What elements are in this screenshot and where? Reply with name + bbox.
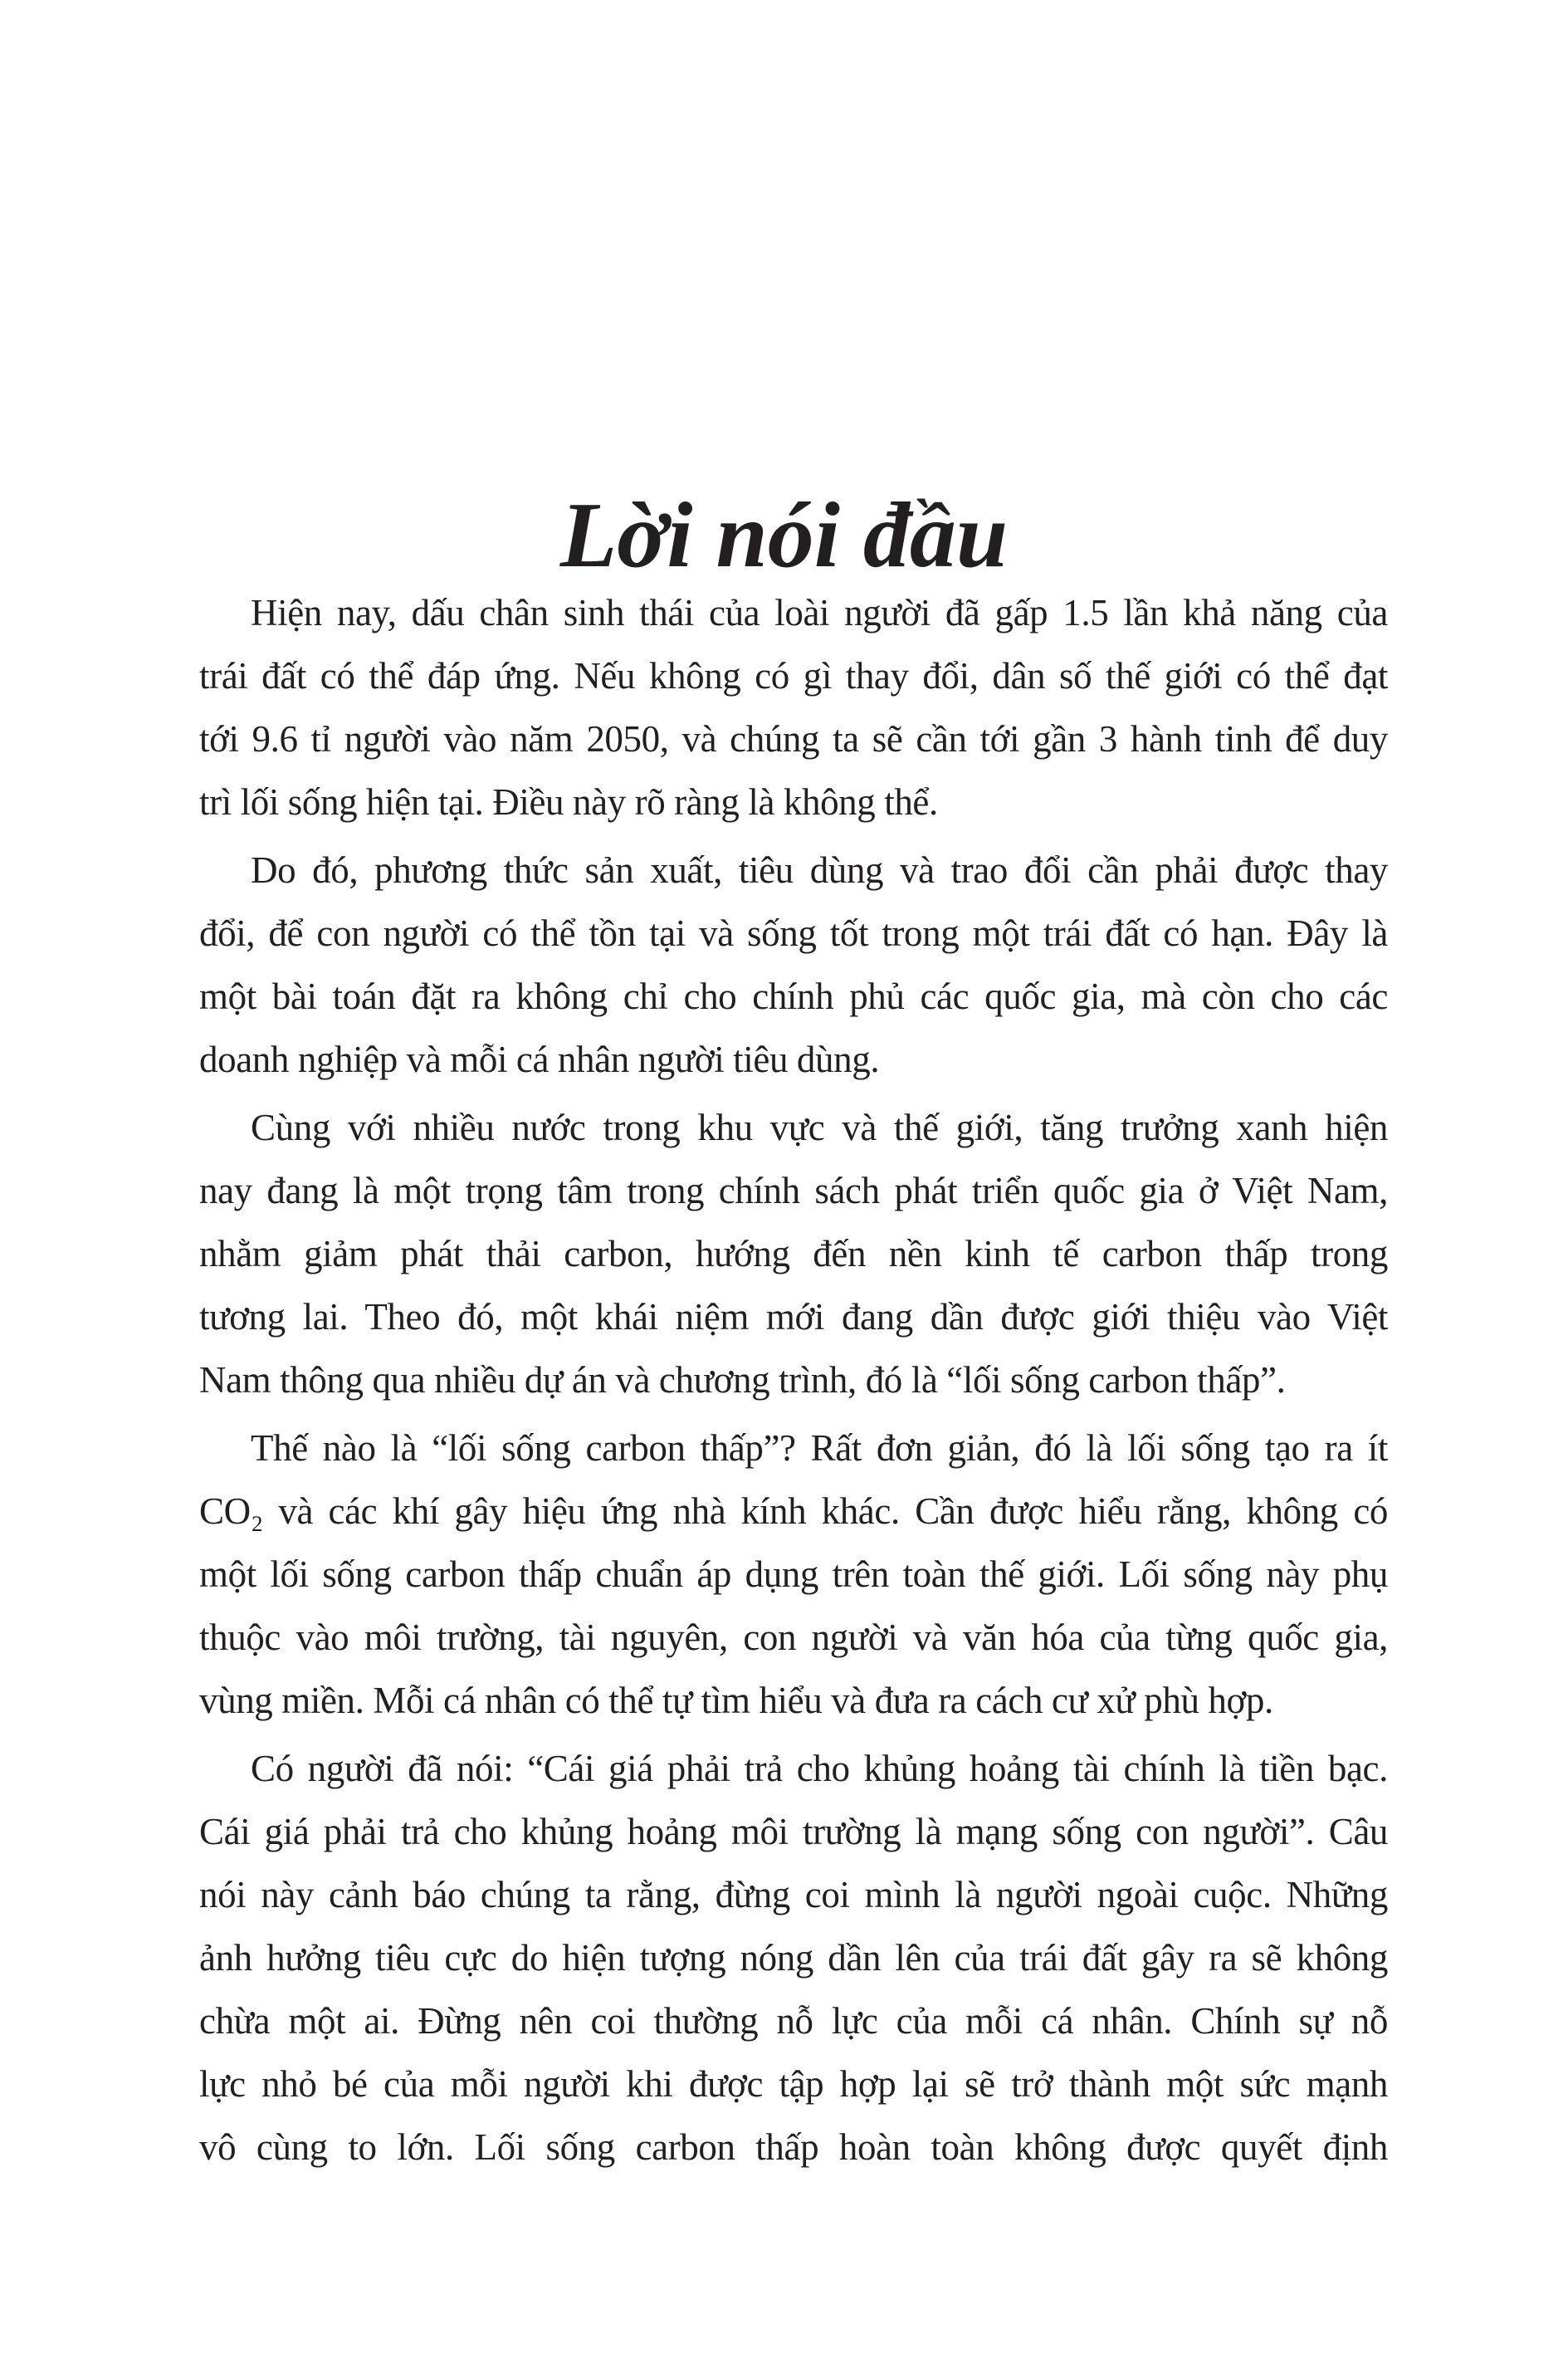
text-line: đổi, để con người có thể tồn tại và sống tốt trong một trái đất có hạn. Đây là [199, 912, 1388, 954]
paragraph [199, 1416, 1388, 1732]
text-line: một lối sống carbon thấp chuẩn áp dụng trên toàn thế giới. Lối sống này phụ [199, 1553, 1388, 1595]
text-line: Hiện nay, dấu chân sinh thái của loài người đã gấp 1.5 lần khả năng của [251, 592, 1388, 634]
text-line: một bài toán đặt ra không chỉ cho chính phủ các quốc gia, mà còn cho các [199, 976, 1388, 1017]
page-title: Lời nói đầu [559, 484, 1009, 588]
text-line: vùng miền. Mỗi cá nhân có thể tự tìm hiểu và đưa ra cách cư xử phù hợp. [199, 1680, 1273, 1721]
text-line: Do đó, phương thức sản xuất, tiêu dùng và trao đổi cần phải được thay [251, 849, 1388, 891]
text-line: trái đất có thể đáp ứng. Nếu không có gì thay đổi, dân số thế giới có thể đạt [199, 655, 1388, 697]
text-line: nói này cảnh báo chúng ta rằng, đừng coi mình là người ngoài cuộc. Những [199, 1874, 1388, 1915]
paragraph [199, 1737, 1388, 2179]
paragraph [199, 581, 1388, 834]
text-line: Cùng với nhiều nước trong khu vực và thế giới, tăng trưởng xanh hiện [251, 1107, 1388, 1148]
text-line: Thế nào là “lối sống carbon thấp”? Rất đơn giản, đó là lối sống tạo ra ít [251, 1427, 1388, 1469]
body-text [199, 581, 1388, 2184]
text-line: thuộc vào môi trường, tài nguyên, con người và văn hóa của từng quốc gia, [199, 1617, 1388, 1658]
text-line: nay đang là một trọng tâm trong chính sách phát triển quốc gia ở Việt Nam, [199, 1170, 1388, 1211]
text-line: Có người đã nói: “Cái giá phải trả cho khủng hoảng tài chính là tiền bạc. [251, 1748, 1388, 1789]
text-line: tới 9.6 tỉ người vào năm 2050, và chúng ta sẽ cần tới gần 3 hành tinh để duy [199, 718, 1388, 760]
text-line: tương lai. Theo đó, một khái niệm mới đang dần được giới thiệu vào Việt [199, 1296, 1388, 1338]
text-line: CO₂ và các khí gây hiệu ứng nhà kính khác. Cần được hiểu rằng, không có [199, 1490, 1388, 1532]
text-line: Nam thông qua nhiều dự án và chương trình, đó là “lối sống carbon thấp”. [199, 1359, 1286, 1401]
text-line: vô cùng to lớn. Lối sống carbon thấp hoàn toàn không được quyết định [199, 2126, 1388, 2168]
text-line: trì lối sống hiện tại. Điều này rõ ràng là không thể. [199, 781, 938, 823]
paragraph [199, 839, 1388, 1091]
paragraph [199, 1096, 1388, 1411]
text-line: nhằm giảm phát thải carbon, hướng đến nền kinh tế carbon thấp trong [199, 1233, 1388, 1274]
text-line: lực nhỏ bé của mỗi người khi được tập hợp lại sẽ trở thành một sức mạnh [199, 2063, 1388, 2105]
text-line: ảnh hưởng tiêu cực do hiện tượng nóng dần lên của trái đất gây ra sẽ không [199, 1937, 1388, 1979]
text-line: doanh nghiệp và mỗi cá nhân người tiêu dùng. [199, 1039, 880, 1080]
text-line: Cái giá phải trả cho khủng hoảng môi trường là mạng sống con người”. Câu [199, 1811, 1388, 1852]
text-line: chừa một ai. Đừng nên coi thường nỗ lực của mỗi cá nhân. Chính sự nỗ [199, 2000, 1388, 2042]
